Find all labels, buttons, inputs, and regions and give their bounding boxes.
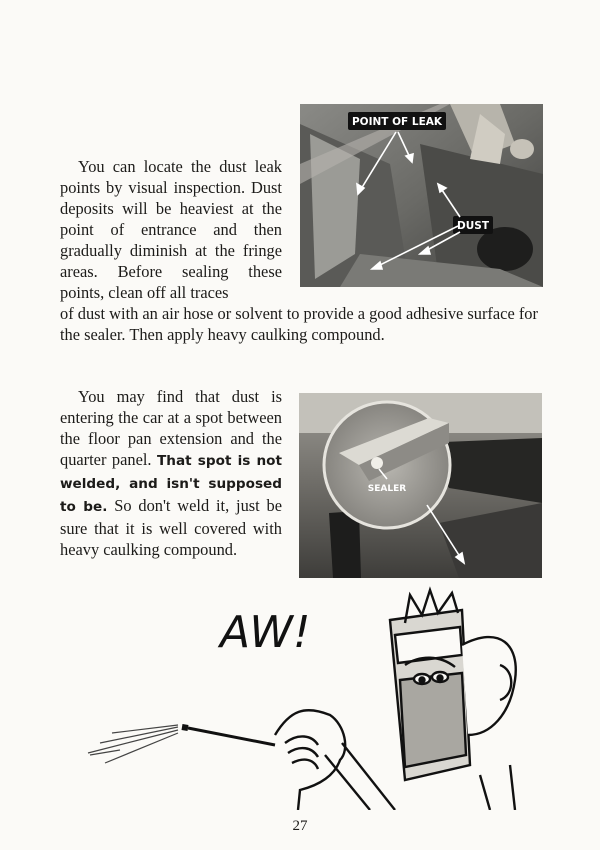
welding-torch-arm (182, 710, 395, 810)
photo-point-of-leak (300, 104, 543, 287)
sealer-label: SEALER (367, 484, 407, 494)
paragraph-dust-leak (60, 156, 282, 303)
paragraph-weld-text-before: You may find that dust is entering the car at a spot between the floor pan extension and the quarter panel. (60, 387, 282, 469)
cartoon-welder (60, 585, 550, 810)
torch-flame (88, 725, 178, 763)
paragraph-weld-text-after: So don't weld it, just be sure that it is well covered with heavy caulking compound. (60, 496, 282, 559)
cartoon-exclamation: AW! (220, 607, 311, 658)
point-of-leak-label: POINT OF LEAK (351, 116, 443, 128)
paragraph-weld-text-bold: That spot is not welded, and isn't supposed to be. (60, 453, 282, 515)
photo-sealer (299, 393, 542, 578)
dust-label: DUST (457, 220, 489, 232)
welder-head (390, 590, 516, 810)
page-number: 27 (292, 818, 308, 834)
photo-sealer-illustration (299, 393, 542, 578)
paragraph-dust-leak-text: You can locate the dust leak points by visual inspection. Dust deposits will be heaviest at the point of entrance and then gradually diminish at the fringe areas. Before sealing these points, clean off all traces (60, 157, 282, 302)
paragraph-weld-note (60, 386, 282, 560)
photo-point-of-leak-illustration (300, 104, 543, 287)
paragraph-dust-leak-continued: of dust with an air hose or solvent to provide a good adhesive surface for the sealer. Then apply heavy caulking compound. (60, 304, 538, 344)
